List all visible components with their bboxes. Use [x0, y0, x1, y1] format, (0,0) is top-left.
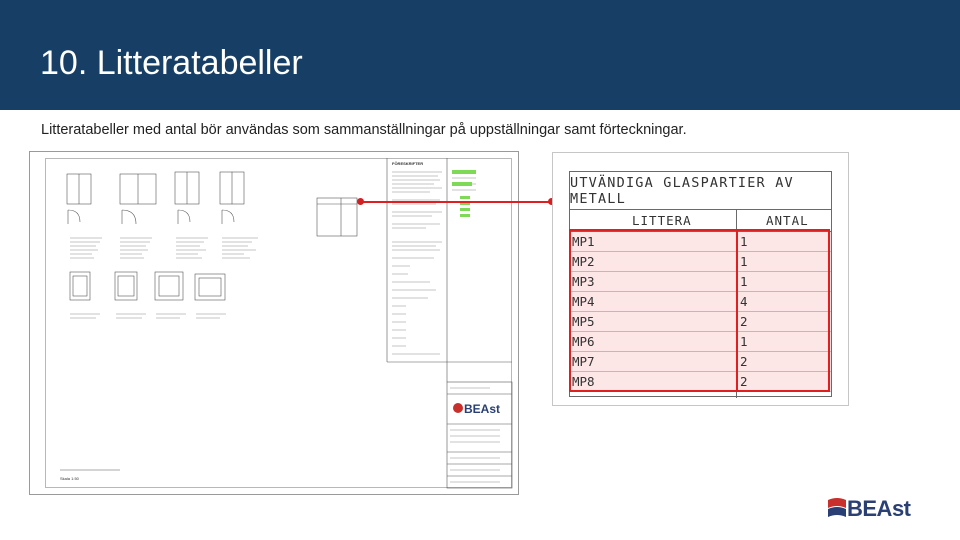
cell-antal: 4: [740, 294, 748, 309]
cell-antal: 1: [740, 274, 748, 289]
column-header-antal: ANTAL: [766, 213, 809, 228]
drawing-heading: FÖRESKRIFTER: [392, 161, 424, 166]
cell-antal: 2: [740, 374, 748, 389]
cell-antal: 2: [740, 354, 748, 369]
cell-littera: MP2: [572, 254, 595, 269]
beast-flag-icon: [826, 496, 848, 522]
cell-antal: 1: [740, 234, 748, 249]
drawing-content: [30, 152, 520, 496]
cell-littera: MP4: [572, 294, 595, 309]
highlight-box: [569, 229, 830, 392]
drawing-scale-label: Skala 1:50: [60, 476, 79, 481]
cell-littera: MP1: [572, 234, 595, 249]
logo-brand-text: BEAst: [847, 496, 911, 521]
cell-littera: MP8: [572, 374, 595, 389]
slide-title: 10. Litteratabeller: [40, 44, 303, 82]
slide-subtitle: Litteratabeller med antal bör användas som sammanställningar på uppställningar samt förteckningar.: [41, 122, 687, 138]
connector-start-dot: [357, 198, 364, 205]
beast-logo: [826, 496, 932, 530]
cell-littera: MP6: [572, 334, 595, 349]
highlight-divider: [736, 231, 738, 390]
column-header-littera: LITTERA: [632, 213, 692, 228]
drawing-logo-text: BEAst: [464, 402, 501, 416]
cell-antal: 1: [740, 334, 748, 349]
connector-line: [360, 201, 552, 203]
cell-antal: 2: [740, 314, 748, 329]
table-title: UTVÄNDIGA GLASPARTIER AV METALL: [570, 172, 831, 210]
cell-littera: MP5: [572, 314, 595, 329]
slide-header: [0, 0, 960, 110]
cell-antal: 1: [740, 254, 748, 269]
cell-littera: MP7: [572, 354, 595, 369]
cell-littera: MP3: [572, 274, 595, 289]
